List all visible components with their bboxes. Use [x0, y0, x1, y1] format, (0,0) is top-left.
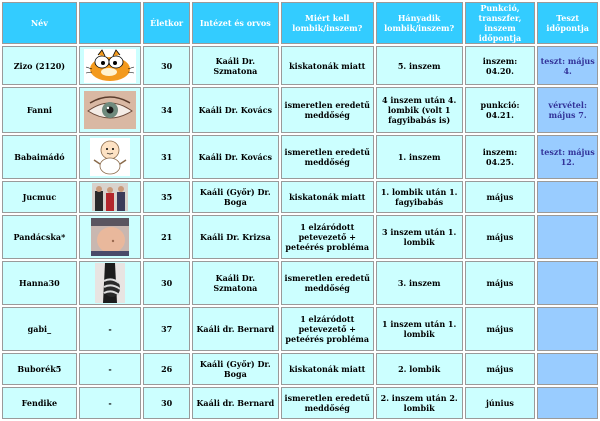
header-procedure-date: Punkció, transzfer, inszem időpontja [465, 2, 536, 44]
row-attempt: 3 inszem után 1. lombik [376, 215, 463, 259]
row-age: 21 [143, 215, 189, 259]
row-reason: 1 elzáródott petevezető + peteérés probléma [281, 215, 374, 259]
row-age: 30 [143, 387, 189, 419]
row-procedure-date: június [465, 387, 536, 419]
row-reason: ismeretlen eredetű meddőség [281, 135, 374, 179]
row-attempt: 1. lombik után 1. fagyibabás [376, 181, 463, 213]
row-age: 30 [143, 261, 189, 305]
table-row [2, 215, 598, 259]
row-name: Jucmuc [2, 181, 77, 213]
table-row [2, 387, 598, 419]
table-row [2, 135, 598, 179]
row-name: Fanni [2, 87, 77, 133]
row-name: Zizo (2120) [2, 46, 77, 85]
row-clinic: Kaáli dr. Bernard [192, 307, 279, 351]
row-age: 30 [143, 46, 189, 85]
table-row [2, 46, 598, 85]
row-clinic: Kaáli (Győr) Dr. Boga [192, 181, 279, 213]
eye-avatar-image [84, 91, 136, 129]
row-attempt: 1 inszem után 1. lombik [376, 307, 463, 351]
row-test-date: vérvétel: május 7. [537, 87, 598, 133]
eye-closeup-avatar [79, 87, 142, 133]
row-name: gabi_ [2, 307, 77, 351]
row-procedure-date: május [465, 181, 536, 213]
row-attempt: 5. inszem [376, 46, 463, 85]
row-procedure-date: május [465, 307, 536, 351]
row-procedure-date: május [465, 215, 536, 259]
row-reason: ismeretlen eredetű meddőség [281, 87, 374, 133]
row-age: 26 [143, 353, 189, 385]
row-reason: kiskatonák miatt [281, 353, 374, 385]
header-name: Név [2, 2, 77, 44]
row-procedure-date: punkció: 04.21. [465, 87, 536, 133]
pregnant-belly-avatar [79, 215, 142, 259]
row-name: Fendike [2, 387, 77, 419]
belly-photo-image [91, 218, 129, 256]
group-photo-avatar [79, 181, 142, 213]
row-age: 34 [143, 87, 189, 133]
row-clinic: Kaáli Dr. Krizsa [192, 215, 279, 259]
row-name: Buborék5 [2, 353, 77, 385]
row-reason: 1 elzáródott petevezető + peteérés probléma [281, 307, 374, 351]
table-row [2, 87, 598, 133]
row-attempt: 4 inszem után 4. lombik (volt 1 fagyibabás is) [376, 87, 463, 133]
row-procedure-date: inszem: 04.20. [465, 46, 536, 85]
woman-photo-image [95, 263, 125, 303]
row-attempt: 3. inszem [376, 261, 463, 305]
header-reason: Miért kell lombik/inszem? [281, 2, 374, 44]
row-clinic: Kaáli Dr. Szmatona [192, 261, 279, 305]
row-test-date [537, 261, 598, 305]
row-reason: kiskatonák miatt [281, 181, 374, 213]
row-test-date: teszt: május 12. [537, 135, 598, 179]
row-attempt: 1. inszem [376, 135, 463, 179]
row-procedure-date: május [465, 261, 536, 305]
row-test-date: teszt: május 4. [537, 46, 598, 85]
row-test-date [537, 353, 598, 385]
row-reason: ismeretlen eredetű meddőség [281, 387, 374, 419]
row-age: 37 [143, 307, 189, 351]
row-attempt: 2. lombik [376, 353, 463, 385]
garfield-cartoon-avatar [79, 46, 142, 85]
group-photo-image [92, 183, 128, 211]
row-test-date [537, 307, 598, 351]
row-test-date [537, 215, 598, 259]
header-age: Életkor [143, 2, 189, 44]
table-row [2, 261, 598, 305]
row-clinic: Kaáli (Győr) Dr. Boga [192, 353, 279, 385]
row-test-date [537, 181, 598, 213]
row-reason: kiskatonák miatt [281, 46, 374, 85]
row-age: 31 [143, 135, 189, 179]
table-row [2, 353, 598, 385]
table-row [2, 307, 598, 351]
row-name: Hanna30 [2, 261, 77, 305]
row-procedure-date: május [465, 353, 536, 385]
garfield-avatar-image [84, 49, 136, 83]
row-procedure-date: inszem: 04.25. [465, 135, 536, 179]
row-clinic: Kaáli Dr. Kovács [192, 135, 279, 179]
header-clinic: Intézet és orvos [192, 2, 279, 44]
row-clinic: Kaáli Dr. Kovács [192, 87, 279, 133]
header-row [2, 2, 598, 44]
cartoon-baby-avatar [79, 135, 142, 179]
baby-avatar-image [90, 138, 130, 176]
row-avatar-placeholder: - [79, 353, 142, 385]
row-avatar-placeholder: - [79, 387, 142, 419]
table-row [2, 181, 598, 213]
row-name: Babaimádó [2, 135, 77, 179]
row-attempt: 2. inszem után 2. lombik [376, 387, 463, 419]
pregnant-woman-photo-avatar [79, 261, 142, 305]
header-test-date: Teszt időpontja [537, 2, 598, 44]
row-clinic: Kaáli Dr. Szmatona [192, 46, 279, 85]
row-age: 35 [143, 181, 189, 213]
row-avatar-placeholder: - [79, 307, 142, 351]
row-name: Pandácska* [2, 215, 77, 259]
row-reason: ismeretlen eredetű meddőség [281, 261, 374, 305]
header-avatar [79, 2, 142, 44]
header-attempt: Hányadik lombik/inszem? [376, 2, 463, 44]
row-test-date [537, 387, 598, 419]
row-clinic: Kaáli dr. Bernard [192, 387, 279, 419]
